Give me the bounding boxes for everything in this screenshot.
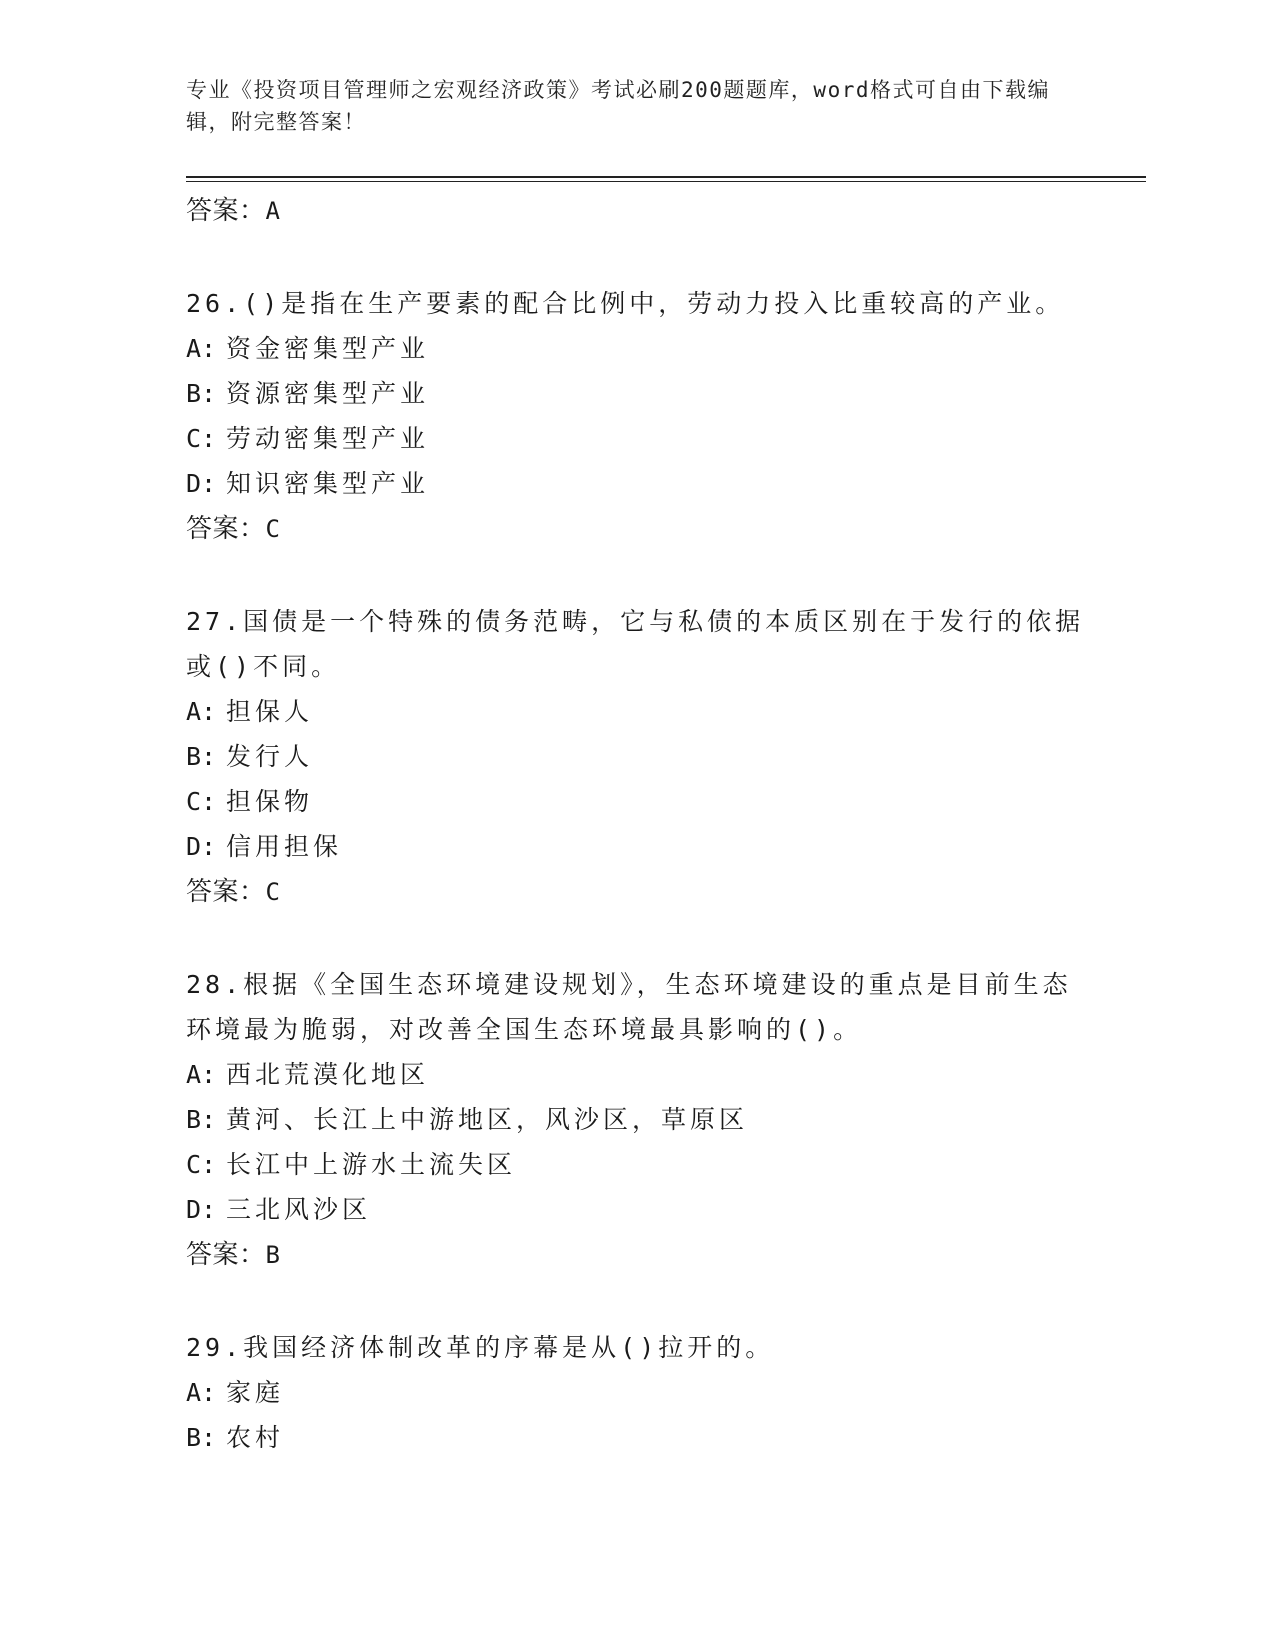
answer-line [186, 512, 1086, 546]
answer-line [186, 194, 1086, 228]
answer-label: 答案： [186, 1240, 266, 1270]
option-a [186, 1370, 1086, 1415]
document-header: 专业《投资项目管理师之宏观经济政策》考试必刷200题题库，word格式可自由下载编辑，附完整答案！ [186, 78, 1050, 134]
option-d [186, 1187, 1086, 1232]
option-b [186, 1415, 1086, 1460]
option-text: 农村 [226, 1423, 285, 1452]
answer-value: C [265, 878, 281, 906]
option-d [186, 824, 1086, 869]
question-block [186, 281, 1086, 546]
question-stem: 26.()是指在生产要素的配合比例中，劳动力投入比重较高的产业。 [186, 289, 1065, 318]
option-key: A: [186, 697, 217, 726]
answer-label: 答案： [186, 877, 266, 907]
question-list [186, 188, 1086, 1460]
option-a [186, 326, 1086, 371]
answer-value: A [265, 197, 281, 225]
answer-line [186, 875, 1086, 909]
header-rule-thick [186, 176, 1146, 178]
option-key: A: [186, 1378, 217, 1407]
option-a [186, 1052, 1086, 1097]
option-text: 黄河、长江上中游地区，风沙区，草原区 [226, 1105, 749, 1134]
option-key: A: [186, 334, 217, 363]
spacer [186, 228, 1086, 281]
option-key: D: [186, 832, 217, 861]
option-b [186, 1097, 1086, 1142]
option-key: C: [186, 424, 217, 453]
question-block [186, 962, 1086, 1272]
option-c [186, 779, 1086, 824]
answer-label: 答案： [186, 514, 266, 544]
option-key: C: [186, 1150, 217, 1179]
answer-line [186, 1238, 1086, 1272]
option-c [186, 1142, 1086, 1187]
option-key: B: [186, 379, 217, 408]
option-b [186, 734, 1086, 779]
option-text: 劳动密集型产业 [226, 424, 430, 453]
spacer [186, 909, 1086, 962]
question-block [186, 599, 1086, 909]
question-stem: 28.根据《全国生态环境建设规划》，生态环境建设的重点是目前生态环境最为脆弱，对改善全国生态环境最具影响的()。 [186, 970, 1072, 1044]
option-text: 知识密集型产业 [226, 469, 430, 498]
header-rule-thin [186, 181, 1146, 182]
spacer [186, 546, 1086, 599]
option-text: 家庭 [226, 1378, 285, 1407]
option-text: 西北荒漠化地区 [226, 1060, 430, 1089]
option-text: 担保人 [226, 697, 314, 726]
option-key: D: [186, 469, 217, 498]
option-a [186, 689, 1086, 734]
option-text: 信用担保 [226, 832, 343, 861]
option-key: C: [186, 787, 217, 816]
option-text: 担保物 [226, 787, 314, 816]
option-text: 资金密集型产业 [226, 334, 430, 363]
question-block [186, 1325, 1086, 1460]
option-d [186, 461, 1086, 506]
option-key: A: [186, 1060, 217, 1089]
option-b [186, 371, 1086, 416]
option-key: B: [186, 742, 217, 771]
answer-value: B [265, 1241, 281, 1269]
question-stem: 29.我国经济体制改革的序幕是从()拉开的。 [186, 1333, 775, 1362]
option-text: 资源密集型产业 [226, 379, 430, 408]
option-text: 发行人 [226, 742, 314, 771]
spacer [186, 1272, 1086, 1325]
option-key: B: [186, 1423, 217, 1452]
option-text: 三北风沙区 [226, 1195, 372, 1224]
option-c [186, 416, 1086, 461]
answer-value: C [265, 515, 281, 543]
question-stem: 27.国债是一个特殊的债务范畴，它与私债的本质区别在于发行的依据或()不同。 [186, 607, 1085, 681]
answer-label: 答案： [186, 196, 266, 226]
option-key: B: [186, 1105, 217, 1134]
option-key: D: [186, 1195, 217, 1224]
option-text: 长江中上游水土流失区 [226, 1150, 517, 1179]
